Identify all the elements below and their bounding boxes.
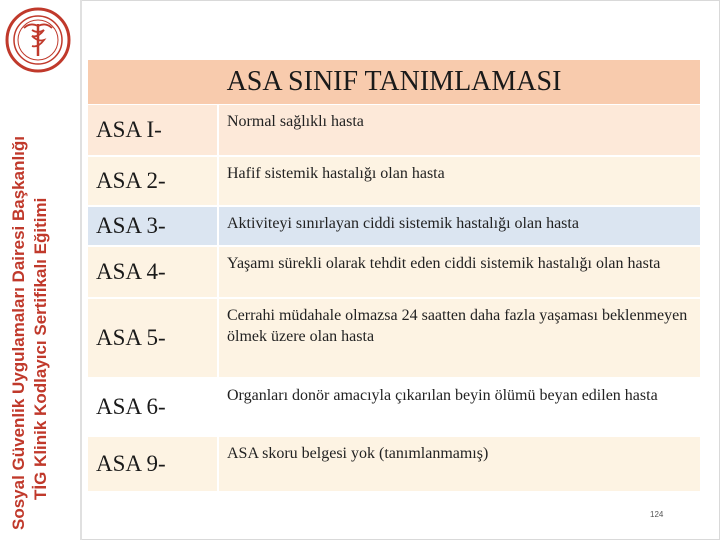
table-row (88, 157, 700, 207)
asa-class-description: Normal sağlıklı hasta (227, 113, 364, 130)
asa-class-label: ASA 4- (88, 247, 219, 297)
table-row (88, 207, 700, 247)
asa-table (88, 60, 700, 493)
page-number: 124 (650, 510, 664, 519)
table-row (88, 299, 700, 379)
asa-class-description: Hafif sistemik hastalığı olan hasta (227, 165, 445, 182)
sidebar-vertical-text (8, 80, 52, 530)
table-title: ASA SINIF TANIMLAMASI (88, 60, 700, 105)
asa-class-description: Yaşamı sürekli olarak tehdit eden ciddi sistemik hastalığı olan hasta (227, 255, 661, 272)
asa-class-description: ASA skoru belgesi yok (tanımlanmamış) (227, 445, 489, 462)
asa-class-label: ASA 3- (88, 207, 219, 245)
sidebar (0, 0, 82, 540)
table-row (88, 437, 700, 493)
sidebar-line-1: Sosyal Güvenlik Uygulamaları Dairesi Başkanlığı (9, 135, 28, 530)
sidebar-line-2: TİG Klinik Kodlayıcı Sertifikalı Eğitimi (31, 197, 50, 500)
asa-class-description: Cerrahi müdahale olmazsa 24 saatten daha fazla yaşaması beklenmeyen ölmek üzere olan hasta (227, 307, 688, 345)
table-row (88, 379, 700, 437)
asa-class-label: ASA 9- (88, 437, 219, 491)
asa-class-description: Organları donör amacıyla çıkarılan beyin ölümü beyan edilen hasta (227, 387, 658, 404)
asa-class-label: ASA 2- (88, 157, 219, 205)
asa-class-description: Aktiviteyi sınırlayan ciddi sistemik hastalığı olan hasta (227, 215, 579, 232)
asa-class-label: ASA I- (88, 105, 219, 155)
asa-class-label: ASA 5- (88, 299, 219, 377)
table-row (88, 247, 700, 299)
ministry-seal-icon (4, 6, 72, 74)
asa-class-label: ASA 6- (88, 379, 219, 435)
table-row (88, 105, 700, 157)
